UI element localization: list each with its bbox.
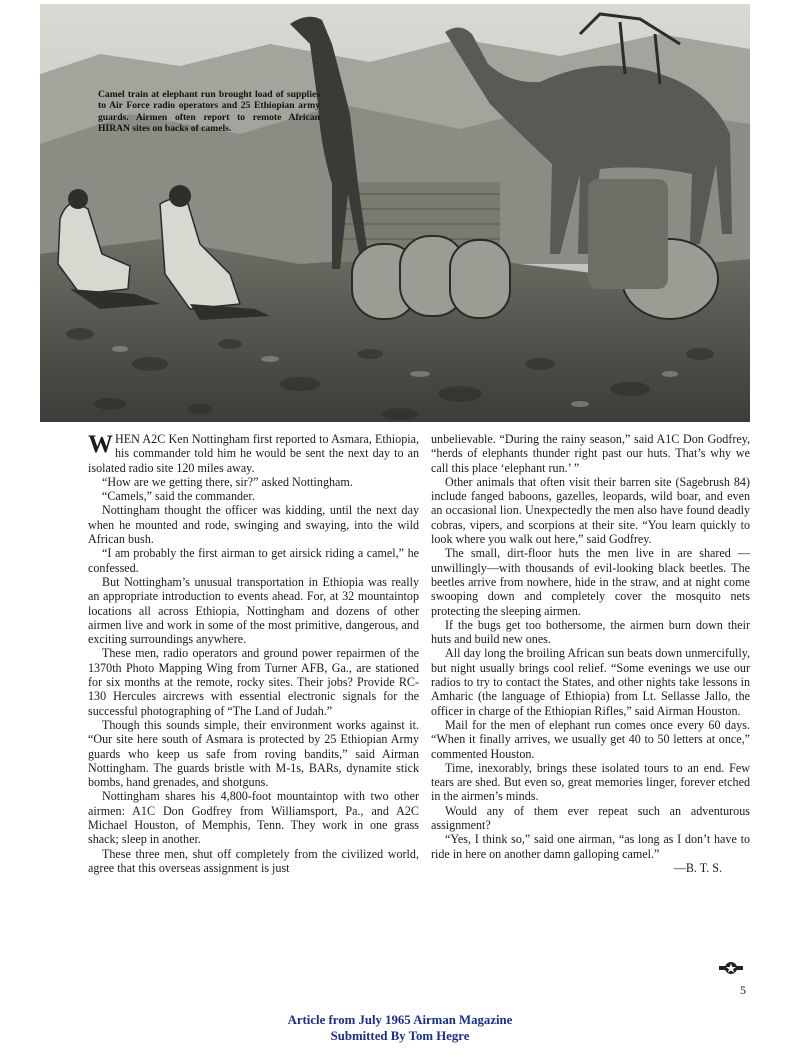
article-paragraph: These men, radio operators and ground power repairmen of the 1370th Photo Mapping Wing from Turner AFB, Ga., are stationed for six months at the remote, rocky sites. Their jobs? Provide RC-130 Hercules aircrews with essential electronic signals for the successful photographing of “The Land of Judah.”: [88, 646, 419, 718]
article-paragraph: unbelievable. “During the rainy season,” said A1C Don Godfrey, “herds of elephants thunder right past our huts. That’s why we call this place ‘elephant run.’ ”: [431, 432, 750, 475]
article-paragraph: These three men, shut off completely from the civilized world, agree that this overseas assignment is just: [88, 846, 419, 875]
article-paragraph: All day long the broiling African sun beats down unmercifully, but night usually brings cool relief. “Some evenings we use our radios to try to contact the States, and other nights take lessons in Amharic (the language of Ethiopia) from Lt. Sellasse Jallo, the officer in charge of the Ethiopian Rifles,” said Airman Houston.: [431, 646, 750, 718]
photo-caption: Camel train at elephant run brought load of supplies to Air Force radio operators and 25 Ethiopian army guards. Airmen often report to remote African HIRAN sites on backs of camels.: [98, 89, 320, 135]
article-paragraph: But Nottingham’s unusual transportation in Ethiopia was really an appropriate introduction to events ahead. For, at 32 mountaintop locations all across Ethiopia, Nottingham and dozens of other airmen live and work in some of the most primitive, dangerous, and exciting surroundings anywhere.: [88, 574, 419, 647]
drop-cap: W: [88, 431, 113, 458]
air-force-star-logo-icon: [719, 960, 743, 976]
page-number: 5: [740, 983, 746, 997]
article-paragraph: “I am probably the first airman to get airsick riding a camel,” he confessed.: [88, 546, 419, 575]
lead-paragraph-text: A2C Ken Nottingham first reported to Asmara, Ethiopia, his commander told him he would be sent the next day to an isolated radio site 120 miles away.: [88, 432, 419, 475]
footer-source-line: Article from July 1965 Airman Magazine: [287, 1013, 513, 1027]
article-paragraph: Nottingham thought the officer was kidding, until the next day when he mounted and rode, swinging and swaying, into the wild African bush.: [88, 503, 419, 547]
footer-submitted-line: Submitted By Tom Hegre: [330, 1029, 470, 1043]
article-paragraph: [88, 432, 419, 475]
article-paragraph: “How are we getting there, sir?” asked Nottingham.: [102, 474, 353, 489]
article-paragraph: Time, inexorably, brings these isolated tours to an end. Few tears are shed. But even so, great memories linger, forever etched in the airmen’s minds.: [431, 760, 750, 804]
camel-train-photo: [40, 4, 750, 422]
article-paragraph: The small, dirt-floor huts the men live in are shared —unwillingly—with thousands of evil-looking black beetles. The beetles arrive from nowhere, hide in the straw, and at night come swooping down and completely cover the mosquito nets protecting the sleeping airmen.: [431, 546, 750, 618]
article-paragraph: “Yes, I think so,” said one airman, “as long as I don’t have to ride in here on another damn galloping camel.”: [431, 832, 750, 861]
article-right-column: [431, 432, 750, 875]
author-signature: —B. T. S.: [673, 860, 722, 875]
article-paragraph: “Camels,” said the commander.: [102, 489, 255, 504]
article-paragraph: Would any of them ever repeat such an adventurous assignment?: [431, 803, 750, 833]
article-paragraph: If the bugs get too bothersome, the airmen burn down their huts and build new ones.: [431, 617, 750, 647]
lead-small-caps: HEN: [115, 432, 140, 446]
photo-illustration: [40, 4, 750, 422]
article-paragraph: Mail for the men of elephant run comes once every 60 days. “When it finally arrives, we usually get 40 to 50 letters at once,” commented Houston.: [431, 717, 750, 761]
article-paragraph: Nottingham shares his 4,800-foot mountaintop with two other airmen: A1C Don Godfrey from Williamsport, Pa., and A2C Michael Houston, of Memphis, Tenn. They work in one grass shack; sleep in another.: [88, 789, 419, 847]
article-paragraph: Other animals that often visit their barren site (Sagebrush 84) include fanged baboons, gazelles, leopards, wild boar, and even an occasional lion. Unexpectedly the men also have found deadly cobras, vipers, and scorpions at their site. “You learn quickly to look where you walk out here,” said Godfrey.: [431, 474, 750, 547]
article-paragraph: Though this sounds simple, their environment works against it. “Our site here south of Asmara is protected by 25 Ethiopian Army guards who keep us safe from roving bandits,” said Airman Nottingham. The guards bristle with M-1s, BARs, dynamite stick bombs, hand grenades, and shotguns.: [88, 717, 419, 790]
article-left-column: [88, 432, 419, 875]
